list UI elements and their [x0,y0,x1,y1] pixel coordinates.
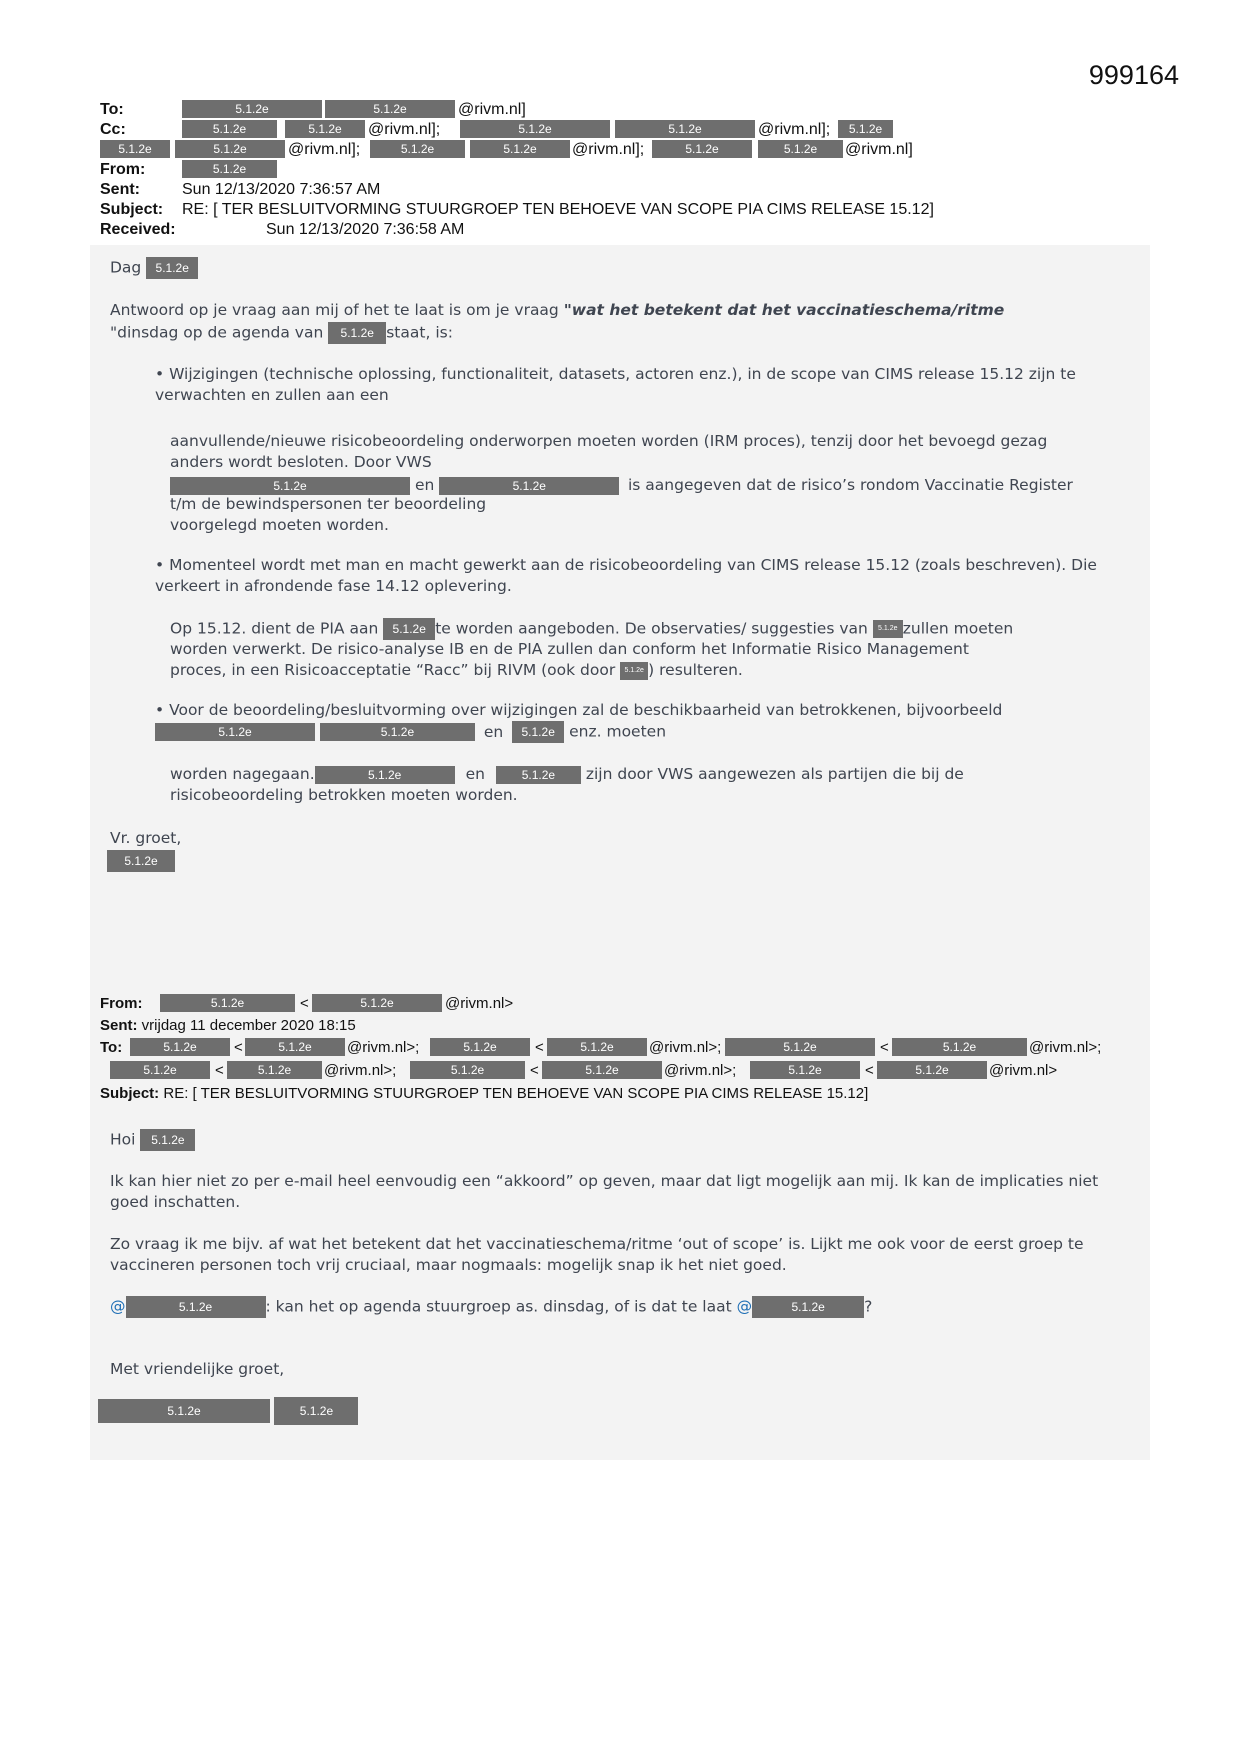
redaction: 5.1.2e [512,721,564,743]
email-domain: @rivm.nl]; [758,121,831,138]
email-domain: @rivm.nl> [989,1062,1058,1079]
lt-sign: < [535,1039,544,1056]
redaction: 5.1.2e [325,100,455,118]
redaction: 5.1.2e [752,1296,864,1318]
subject-label: Subject: [100,1085,160,1102]
email2-to-row [100,1038,1140,1058]
sent-label: Sent: [100,1017,138,1034]
and-text: en [414,476,435,494]
bullet-3-sub-b: zijn door VWS aangewezen als partijen die bij de [585,765,964,783]
redaction: 5.1.2e [146,257,198,279]
sent-date: vrijdag 11 december 2020 18:15 [141,1017,356,1034]
redaction: 5.1.2e [175,140,285,158]
email-domain: @rivm.nl>; [664,1062,737,1079]
lt-sign: < [530,1062,539,1079]
redaction: 5.1.2e [227,1061,322,1079]
redaction: 5.1.2e [126,1296,266,1318]
bullet-2-sub-c: zullen moeten [902,619,1014,638]
redaction: 5.1.2e [725,1038,875,1056]
mention-at: @ [110,1297,126,1316]
email2-greeting-row [110,1129,195,1151]
email-domain: @rivm.nl>; [1029,1039,1102,1056]
email-domain: @rivm.nl] [845,141,913,158]
closing: Vr. groet, [110,829,182,847]
intro-text-3: staat, is: [386,323,453,342]
redaction: 5.1.2e [758,140,843,158]
redaction: 5.1.2e [245,1038,345,1056]
redaction: 5.1.2e [130,1038,230,1056]
redaction: 5.1.2e [320,723,475,741]
redaction: 5.1.2e [100,140,170,158]
bullet-1-sub-2: is aangegeven dat de risico’s rondom Vaccinatie Register [628,476,1073,494]
email2-closing: Met vriendelijke groet, [110,1360,285,1378]
email2-paragraph-1: Ik kan hier niet zo per e-mail heel eenvoudig een “akkoord” op geven, maar dat ligt mogelijk aan mij. Ik kan de implicaties niet goed inschatten. [110,1172,1099,1211]
bullet-1-sub-4: voorgelegd moeten worden. [170,516,389,534]
bullet-1-sub: aanvullende/nieuwe risicobeoordeling onderworpen moeten worden (IRM proces), tenzij door het bevoegd gezag anders wordt besloten. Door VWS [170,432,1048,471]
redaction: 5.1.2e [170,477,410,495]
email2-paragraph-2: Zo vraag ik me bijv. af wat het betekent dat het vaccinatieschema/ritme ‘out of scope’ is. Lijkt me ook voor de eerst groep te vaccineren personen toch vrij cruciaal, maar nogmaals: mogelijk snap ik het niet goed. [110,1235,1084,1274]
email-domain: @rivm.nl>; [324,1062,397,1079]
redaction: 5.1.2e [620,662,648,680]
redaction: 5.1.2e [110,1061,210,1079]
question-mark: ? [864,1297,873,1316]
bullet-2: • Momenteel wordt met man en macht gewerkt aan de risicobeoordeling van CIMS release 15.12 (zoals beschreven). Die verkeert in afrondende fase 14.12 oplevering. [155,556,1097,595]
redaction: 5.1.2e [182,100,322,118]
redaction: 5.1.2e [615,120,755,138]
redaction: 5.1.2e [750,1061,860,1079]
document-number: 999164 [1088,60,1179,90]
intro-question: "wat het betekent dat het vaccinatieschema/ritme [563,301,1005,319]
redaction: 5.1.2e [182,120,277,138]
redaction: 5.1.2e [652,140,752,158]
email1-body [90,245,1150,975]
to-label: To: [100,101,124,118]
email2-sent-row [100,1016,356,1036]
subject-label: Subject: [100,201,164,218]
email-domain: @rivm.nl] [458,101,526,118]
bullet-3: • Voor de beoordeling/besluitvorming over wijzigingen zal de beschikbaarheid van betrokkenen, bijvoorbeeld [155,701,1003,719]
signature-row [98,1397,358,1425]
received-label: Received: [100,221,176,238]
redaction: 5.1.2e [370,140,465,158]
bullet-2-sub-f: ) resulteren. [648,661,743,679]
mention-at: @ [736,1297,753,1316]
redaction: 5.1.2e [155,723,315,741]
bullet-3-enz: enz. moeten [569,722,667,741]
bullet-3-sub-c: risicobeoordeling betrokken moeten worden. [170,786,518,804]
bullet-2-sub-e: proces, in een Risicoacceptatie “Racc” bij RIVM (ook door [170,661,616,679]
bullet-1: • Wijzigingen (technische oplossing, functionaliteit, datasets, actoren enz.), in de scope van CIMS release 15.12 zijn te verwachten en zullen aan een [155,365,1076,404]
sent-date: Sun 12/13/2020 7:36:57 AM [182,181,381,198]
and-text: en [483,722,504,741]
greeting: Dag [110,258,142,277]
redaction: 5.1.2e [460,120,610,138]
email-domain: @rivm.nl>; [649,1039,722,1056]
email2-from-row [100,994,1140,1014]
email-domain: @rivm.nl]; [572,141,645,158]
redaction: 5.1.2e [430,1038,530,1056]
intro-text: Antwoord op je vraag aan mij of het te laat is om je vraag [110,301,564,319]
email2-to-row-2 [100,1061,1140,1081]
redaction: 5.1.2e [542,1061,662,1079]
redaction: 5.1.2e [892,1038,1027,1056]
email-domain: @rivm.nl>; [347,1039,420,1056]
lt-sign: < [234,1039,243,1056]
redaction: 5.1.2e [496,766,581,784]
redaction: 5.1.2e [383,618,435,640]
redaction: 5.1.2e [182,160,277,178]
received-date: Sun 12/13/2020 7:36:58 AM [266,221,465,238]
redaction: 5.1.2e [328,322,386,344]
lt-sign: < [865,1062,874,1079]
redaction: 5.1.2e [410,1061,525,1079]
redaction: 5.1.2e [107,850,175,872]
redaction: 5.1.2e [160,994,295,1012]
intro-text-2: "dinsdag op de agenda van [110,323,324,342]
bullet-1-sub-3: t/m de bewindspersonen ter beoordeling [170,495,487,513]
redaction: 5.1.2e [877,1061,987,1079]
greeting: Hoi [110,1130,136,1149]
and-text: en [465,765,485,783]
redaction: 5.1.2e [274,1397,358,1425]
from-label: From: [100,995,143,1012]
sent-label: Sent: [100,181,140,198]
redaction: 5.1.2e [312,994,442,1012]
lt-sign: < [215,1062,224,1079]
bullet-2-sub-d: worden verwerkt. De risico-analyse IB en de PIA zullen dan conform het Informatie Risico Management [170,640,969,658]
lt-sign: < [300,995,309,1012]
subject-text: RE: [ TER BESLUITVORMING STUURGROEP TEN BEHOEVE VAN SCOPE PIA CIMS RELEASE 15.12] [182,201,934,218]
redaction: 5.1.2e [470,140,570,158]
redaction: 5.1.2e [547,1038,647,1056]
email2-subject-row [100,1084,868,1104]
bullet-2-sub-a: Op 15.12. dient de PIA aan [170,619,379,638]
redaction: 5.1.2e [439,477,619,495]
email-domain: @rivm.nl]; [288,141,361,158]
redaction: 5.1.2e [873,620,903,638]
from-label: From: [100,161,146,178]
bullet-3-sub-a: worden nagegaan. [170,765,315,783]
redaction: 5.1.2e [98,1399,270,1423]
email1-header [100,100,1140,240]
redaction: 5.1.2e [315,766,455,784]
email-domain: @rivm.nl]; [368,121,441,138]
cc-label: Cc: [100,121,126,138]
bullet-2-sub-b: te worden aangeboden. De observaties/ suggesties van [435,619,868,638]
redaction: 5.1.2e [285,120,365,138]
to-label: To: [100,1039,123,1056]
email2-paragraph-3 [110,1296,872,1318]
email-domain: @rivm.nl> [445,995,514,1012]
subject-text: RE: [ TER BESLUITVORMING STUURGROEP TEN BEHOEVE VAN SCOPE PIA CIMS RELEASE 15.12] [163,1085,869,1102]
question-text: : kan het op agenda stuurgroep as. dinsdag, of is dat te laat [265,1297,732,1316]
redaction: 5.1.2e [140,1129,195,1151]
lt-sign: < [880,1039,889,1056]
redaction: 5.1.2e [838,120,893,138]
